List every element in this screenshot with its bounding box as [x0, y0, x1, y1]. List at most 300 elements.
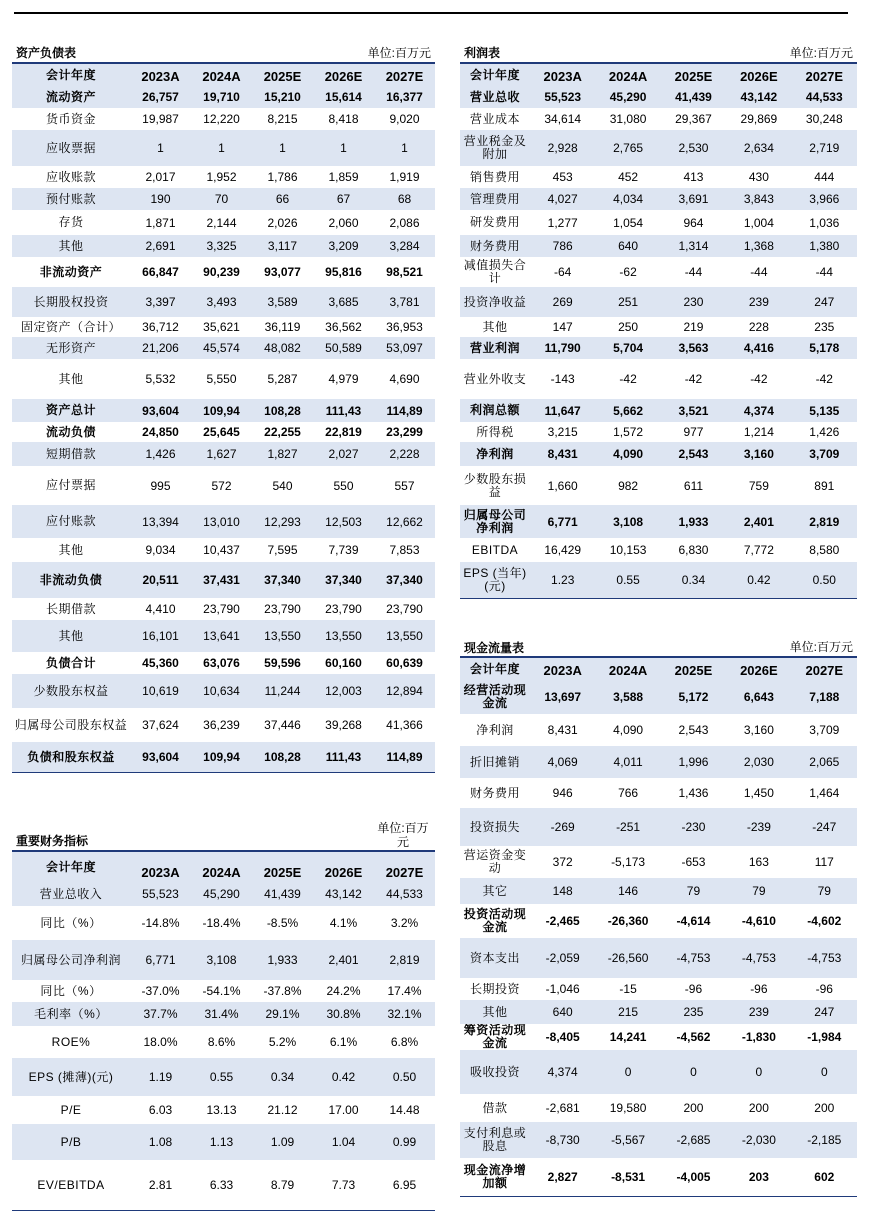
income-statement-bottom-rule — [460, 598, 857, 599]
table-row — [12, 188, 435, 210]
row-value: 372 — [552, 855, 573, 869]
key-ratios-header — [12, 816, 435, 852]
row-value: 98,521 — [386, 265, 423, 279]
table-row — [460, 746, 857, 778]
row-value: 3,108 — [595, 505, 660, 538]
row-value: 30.8% — [313, 1002, 374, 1026]
table-row — [12, 257, 435, 287]
row-value: 70 — [191, 188, 252, 210]
column-header-year: 2027E — [792, 658, 857, 680]
row-value: 1 — [191, 130, 252, 166]
row-value: 16,101 — [130, 620, 191, 652]
row-value: 766 — [618, 786, 639, 800]
row-value: -15 — [619, 982, 637, 996]
row-value: 5,178 — [792, 337, 857, 359]
column-header-year: 2023A — [530, 658, 595, 680]
row-value: 36,239 — [203, 718, 240, 732]
row-label: 存货 — [58, 215, 84, 229]
row-label: 筹资活动现金流 — [463, 1024, 527, 1050]
row-value: 572 — [211, 478, 232, 493]
row-value: 1,952 — [206, 170, 237, 184]
row-value: -4,753 — [792, 938, 857, 978]
row-value: -251 — [595, 808, 660, 846]
row-label: 减值损失合计 — [463, 258, 527, 285]
column-header-year: 2024A — [191, 852, 252, 882]
row-label: P/E — [60, 1102, 82, 1117]
row-value: 45,574 — [191, 337, 252, 359]
row-value: 239 — [726, 287, 791, 317]
row-value: 5,662 — [595, 399, 660, 422]
header-row — [12, 64, 435, 86]
row-value: 1.09 — [252, 1124, 313, 1160]
row-label: 少数股东损益 — [463, 471, 527, 499]
row-value: 26,757 — [130, 86, 191, 108]
row-value: -8.5% — [266, 916, 299, 930]
row-value: -96 — [815, 982, 833, 996]
row-value: 32.1% — [374, 1002, 435, 1026]
row-value: 17.00 — [328, 1103, 359, 1117]
row-value: 25,645 — [203, 425, 240, 439]
row-value: 45,360 — [142, 656, 179, 670]
row-value: 1,660 — [547, 478, 578, 493]
row-label: EPS (摊薄)(元) — [12, 1058, 130, 1096]
row-value: 5,135 — [792, 399, 857, 422]
row-value: 1,996 — [661, 746, 726, 778]
row-value: 10,634 — [191, 674, 252, 708]
row-value: 39,268 — [325, 718, 362, 732]
income-statement-header — [460, 44, 857, 64]
row-value: 444 — [814, 170, 835, 184]
row-label: 非流动资产 — [39, 264, 103, 279]
table-row — [460, 86, 857, 108]
row-label: 其他 — [12, 235, 130, 257]
table-row — [460, 235, 857, 257]
row-value: 37,340 — [374, 562, 435, 598]
row-value: -14.8% — [141, 916, 180, 930]
cash-flow-title: 现金流量表 — [464, 641, 525, 655]
row-label: 财务费用 — [469, 785, 520, 800]
row-label: 资产总计 — [12, 399, 130, 422]
balance-sheet-bottom-rule — [12, 772, 435, 773]
row-value: 230 — [661, 287, 726, 317]
row-value: 9,020 — [389, 112, 420, 126]
row-value: -4,005 — [676, 1170, 711, 1184]
row-value: 7,739 — [328, 543, 359, 557]
row-value: -42 — [750, 372, 768, 386]
row-value: 19,710 — [191, 86, 252, 108]
row-value: 5,704 — [595, 337, 660, 359]
row-value: 3,563 — [661, 337, 726, 359]
row-value: 2,027 — [313, 442, 374, 466]
row-value: 7.73 — [331, 1178, 356, 1192]
row-label: 短期借款 — [12, 442, 130, 466]
row-value: 557 — [394, 478, 415, 493]
row-label: 营业税金及附加 — [460, 130, 530, 166]
row-value: 3,691 — [661, 188, 726, 210]
row-value: 452 — [618, 170, 639, 184]
row-value: 2,928 — [530, 130, 595, 166]
row-value: 14,241 — [609, 1030, 647, 1044]
row-value: 8.79 — [270, 1178, 295, 1192]
row-value: 11,244 — [252, 674, 313, 708]
row-value: 79 — [726, 878, 791, 904]
income-statement-table — [460, 64, 857, 598]
row-value: 3,325 — [191, 235, 252, 257]
row-value: 0 — [595, 1050, 660, 1094]
row-value: 3,966 — [792, 188, 857, 210]
key-ratios-panel — [12, 816, 435, 1211]
row-value: 0.42 — [726, 562, 791, 598]
row-label: 营业利润 — [460, 337, 530, 359]
row-value: 5,172 — [661, 680, 726, 714]
table-row — [460, 538, 857, 562]
row-value: 2,543 — [661, 442, 726, 466]
row-value: 4,090 — [613, 723, 644, 737]
income-statement-title: 利润表 — [464, 46, 501, 60]
table-row — [460, 1024, 857, 1050]
row-value: 55,523 — [530, 86, 595, 108]
table-row — [460, 257, 857, 287]
row-value: -44 — [750, 265, 768, 279]
row-value: 60,639 — [386, 656, 423, 670]
row-value: 4,069 — [530, 746, 595, 778]
row-value: 90,239 — [203, 265, 240, 279]
table-row — [460, 442, 857, 466]
column-header-year: 2026E — [313, 852, 374, 882]
row-value: -1,830 — [741, 1030, 776, 1044]
row-value: 163 — [748, 855, 769, 869]
row-value: -96 — [750, 982, 768, 996]
row-value: -37.0% — [141, 984, 180, 998]
table-row — [460, 422, 857, 442]
row-value: 1,933 — [252, 940, 313, 980]
row-value: 946 — [552, 786, 573, 800]
row-value: 1,464 — [809, 786, 840, 800]
row-value: 602 — [814, 1170, 835, 1184]
row-value: 1,436 — [678, 786, 709, 800]
row-value: -4,753 — [726, 938, 791, 978]
row-value: -42 — [619, 372, 637, 386]
row-label: 利润总额 — [460, 399, 530, 422]
row-value: 2,530 — [661, 130, 726, 166]
row-label: 支付利息或股息 — [460, 1122, 530, 1158]
row-label: 同比（%） — [40, 915, 102, 930]
row-value: -653 — [681, 855, 706, 869]
row-value: 50,589 — [313, 337, 374, 359]
row-value: 6,771 — [130, 940, 191, 980]
row-value: 247 — [792, 1000, 857, 1024]
row-value: 190 — [130, 188, 191, 210]
row-value: 4,011 — [595, 746, 660, 778]
table-row — [12, 940, 435, 980]
row-value: 111,43 — [313, 399, 374, 422]
row-value: -8,405 — [545, 1030, 580, 1044]
row-value: 219 — [683, 320, 704, 334]
row-label: 应付票据 — [45, 478, 96, 492]
row-value: 540 — [272, 478, 293, 493]
row-value: 12,003 — [313, 674, 374, 708]
table-row — [12, 422, 435, 442]
row-value: 22,819 — [325, 425, 362, 439]
row-value: 4,690 — [389, 372, 420, 386]
row-value: 1.23 — [530, 562, 595, 598]
row-value: 11,647 — [530, 399, 595, 422]
row-value: -44 — [815, 265, 833, 279]
table-row — [12, 166, 435, 188]
row-value: 3,588 — [595, 680, 660, 714]
row-value: 37,340 — [313, 562, 374, 598]
row-value: 3,397 — [130, 287, 191, 317]
column-header-year: 2025E — [661, 64, 726, 86]
table-row — [12, 210, 435, 235]
row-value: 93,077 — [264, 265, 301, 279]
row-value: 640 — [595, 235, 660, 257]
table-row — [460, 808, 857, 846]
row-label: 长期投资 — [469, 981, 520, 996]
row-value: 93,604 — [130, 399, 191, 422]
table-row — [12, 1026, 435, 1058]
table-row — [12, 980, 435, 1002]
row-label: 净利润 — [476, 722, 514, 737]
row-value: 147 — [552, 320, 573, 334]
row-value: 14.48 — [389, 1103, 420, 1117]
row-value: 995 — [150, 478, 171, 493]
row-value: 1 — [130, 130, 191, 166]
row-value: 146 — [595, 878, 660, 904]
row-value: 1,919 — [389, 170, 420, 184]
table-row — [460, 210, 857, 235]
row-value: 1 — [313, 130, 374, 166]
row-value: 2.81 — [148, 1178, 173, 1192]
row-value: 15,614 — [313, 86, 374, 108]
row-value: 550 — [333, 478, 354, 493]
row-value: -269 — [530, 808, 595, 846]
row-value: 228 — [748, 320, 769, 334]
row-value: 3,284 — [374, 235, 435, 257]
row-value: 22,255 — [264, 425, 301, 439]
table-row — [12, 1124, 435, 1160]
row-value: 5,287 — [267, 372, 298, 386]
row-value: 611 — [683, 478, 704, 493]
row-value: 759 — [748, 478, 769, 493]
row-label: 营业总收 — [460, 86, 530, 108]
row-value: 6.33 — [209, 1178, 234, 1192]
row-value: 1.13 — [191, 1124, 252, 1160]
balance-sheet-header — [12, 44, 435, 64]
row-value: 2,819 — [792, 505, 857, 538]
row-value: -64 — [554, 265, 572, 279]
row-label: 应收票据 — [12, 130, 130, 166]
row-value: 13,550 — [374, 620, 435, 652]
table-row — [12, 86, 435, 108]
row-value: 12,220 — [203, 112, 240, 126]
table-row — [460, 1158, 857, 1196]
row-value: 3,160 — [743, 723, 774, 737]
row-value: 21.12 — [267, 1103, 298, 1117]
row-value: -2,059 — [530, 938, 595, 978]
column-header-year: 2027E — [374, 852, 435, 882]
row-value: 0.50 — [792, 562, 857, 598]
row-value: 114,89 — [374, 742, 435, 772]
row-value: 1,277 — [547, 215, 578, 230]
row-value: 3,843 — [726, 188, 791, 210]
row-value: 10,619 — [130, 674, 191, 708]
row-value: 3,589 — [252, 287, 313, 317]
row-value: 203 — [748, 1170, 769, 1184]
table-row — [460, 166, 857, 188]
row-label: EPS (当年)(元) — [460, 562, 530, 598]
row-value: 37,340 — [252, 562, 313, 598]
key-ratios-table — [12, 852, 435, 1210]
row-value: 6.8% — [390, 1035, 419, 1049]
row-value: 31.4% — [191, 1002, 252, 1026]
row-value: 23,790 — [203, 602, 240, 616]
row-value: 13,550 — [313, 620, 374, 652]
row-label: 借款 — [482, 1100, 508, 1115]
row-value: 6.95 — [392, 1178, 417, 1192]
table-row — [460, 505, 857, 538]
row-value: 2,065 — [792, 746, 857, 778]
row-value: 35,621 — [203, 320, 240, 334]
row-label: 其它 — [460, 878, 530, 904]
row-value: 16,429 — [544, 543, 582, 557]
row-value: 1,036 — [809, 215, 840, 230]
row-label: 其他 — [58, 371, 84, 386]
row-label: 销售费用 — [469, 169, 520, 184]
row-value: 44,533 — [792, 86, 857, 108]
row-label: 流动资产 — [12, 86, 130, 108]
row-value: 79 — [661, 878, 726, 904]
row-value: 640 — [530, 1000, 595, 1024]
row-value: 0.55 — [595, 562, 660, 598]
row-value: 2,026 — [267, 215, 298, 230]
row-value: 0.34 — [252, 1058, 313, 1096]
table-row — [460, 399, 857, 422]
row-value: -2,030 — [726, 1122, 791, 1158]
table-row — [12, 652, 435, 674]
row-value: 13,010 — [191, 505, 252, 538]
row-value: 786 — [530, 235, 595, 257]
top-rule — [14, 12, 848, 14]
row-value: 1,426 — [809, 425, 840, 439]
row-label: 归属母公司净利润 — [460, 505, 530, 538]
table-row — [460, 680, 857, 714]
table-row — [12, 1058, 435, 1096]
row-label: 应付账款 — [12, 505, 130, 538]
row-value: 1,871 — [145, 215, 176, 230]
row-value: 8,431 — [530, 442, 595, 466]
row-value: 3,117 — [252, 235, 313, 257]
row-value: 5.2% — [268, 1035, 297, 1049]
row-value: 7,772 — [743, 543, 774, 557]
row-value: 1,572 — [613, 425, 644, 439]
row-label: 流动负债 — [45, 424, 96, 439]
table-row — [12, 1002, 435, 1026]
row-value: 2,719 — [792, 130, 857, 166]
row-value: 30,248 — [805, 112, 843, 126]
column-header-year: 2024A — [595, 64, 660, 86]
row-value: 977 — [683, 425, 704, 439]
row-value: 48,082 — [252, 337, 313, 359]
row-label: 长期借款 — [45, 601, 96, 616]
row-label: EBITDA — [471, 542, 519, 557]
column-header-year: 2023A — [130, 852, 191, 882]
table-row — [12, 562, 435, 598]
row-value: 12,894 — [374, 674, 435, 708]
column-header-year: 2025E — [661, 658, 726, 680]
row-value: -62 — [619, 265, 637, 279]
row-value: 4,410 — [145, 602, 176, 616]
row-value: 43,142 — [726, 86, 791, 108]
row-label: 其他 — [12, 620, 130, 652]
row-value: 3.2% — [390, 916, 419, 930]
table-row — [12, 287, 435, 317]
row-value: 3,108 — [191, 940, 252, 980]
row-value: 1.08 — [130, 1124, 191, 1160]
row-value: 117 — [814, 855, 834, 869]
column-header-year: 2026E — [313, 64, 374, 86]
row-value: 200 — [683, 1101, 704, 1115]
table-row — [12, 882, 435, 906]
row-value: 55,523 — [130, 882, 191, 906]
row-value: 13,394 — [130, 505, 191, 538]
balance-sheet-panel — [12, 44, 435, 773]
row-value: 2,017 — [145, 170, 176, 184]
row-value: 37,431 — [191, 562, 252, 598]
row-value: 109,94 — [191, 399, 252, 422]
row-value: 0.34 — [661, 562, 726, 598]
row-value: -4,753 — [661, 938, 726, 978]
row-value: 5,550 — [206, 372, 237, 386]
row-value: 215 — [595, 1000, 660, 1024]
row-label: 投资损失 — [460, 808, 530, 846]
row-value: 66 — [252, 188, 313, 210]
row-value: -4,614 — [676, 914, 711, 928]
column-header-year: 2027E — [792, 64, 857, 86]
column-header-year: 2023A — [130, 64, 191, 86]
row-value: 1 — [252, 130, 313, 166]
column-header-year: 2024A — [191, 64, 252, 86]
income-statement-panel — [460, 44, 857, 599]
row-value: 1,827 — [252, 442, 313, 466]
row-value: -26,560 — [595, 938, 660, 978]
row-value: -18.4% — [202, 916, 241, 930]
balance-sheet-unit: 单位:百万元 — [367, 46, 431, 60]
column-header-year: 2025E — [252, 852, 313, 882]
row-value: 3,215 — [547, 425, 578, 439]
row-value: 1,426 — [130, 442, 191, 466]
row-value: -230 — [661, 808, 726, 846]
row-value: -239 — [726, 808, 791, 846]
row-value: -4,602 — [807, 914, 842, 928]
row-value: 0 — [792, 1050, 857, 1094]
row-value: 45,290 — [191, 882, 252, 906]
row-value: 1,368 — [726, 235, 791, 257]
column-header-year: 2026E — [726, 64, 791, 86]
row-value: -37.8% — [263, 984, 302, 998]
row-value: 6.1% — [329, 1035, 358, 1049]
row-value: -5,567 — [595, 1122, 660, 1158]
income-statement-unit: 单位:百万元 — [789, 46, 853, 60]
row-value: 430 — [748, 170, 769, 184]
row-label: 财务费用 — [460, 235, 530, 257]
table-row — [460, 978, 857, 1000]
row-value: 19,987 — [142, 112, 179, 126]
table-row — [460, 1000, 857, 1024]
row-label: 预付账款 — [12, 188, 130, 210]
row-value: -44 — [684, 265, 703, 279]
row-value: 29.1% — [252, 1002, 313, 1026]
